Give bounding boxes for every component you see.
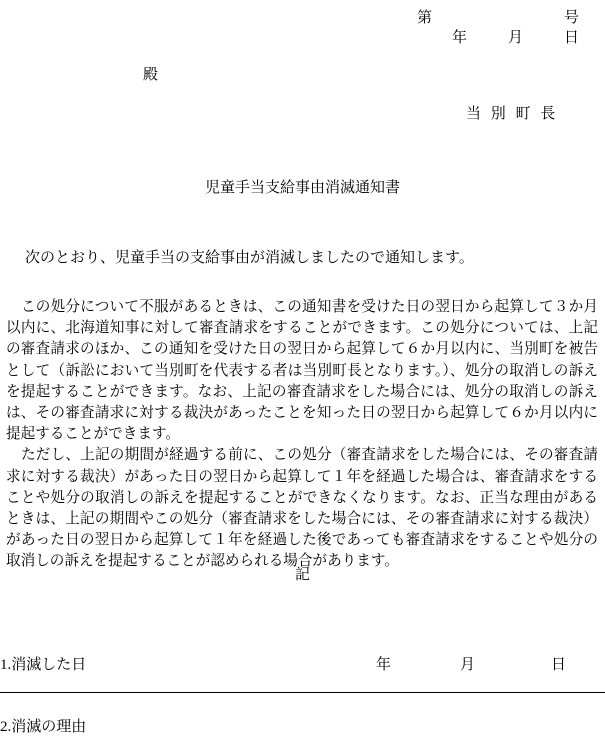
body-paragraph-2: ただし、上記の期間が経過する前に、この処分（審査請求をした場合には、その審査請求に対する裁決）があった日の翌日から起算して１年を経過した場合は、審査請求をすることや処分の取消しの訴えを提起することができなくなります。なお、正当な理由があるときは、上記の期間やこの処分（審査請求をした場合には、その審査請求に対する裁決）があった日の翌日から起算して１年を経過した後であっても審査請求をすることや処分の取消しの訴えを提起することが認められる場合があります。 — [6, 447, 598, 570]
date-day-label: 日 — [564, 30, 580, 46]
date-year-label: 年 — [452, 30, 468, 46]
entry-year-label: 年 — [376, 657, 392, 673]
entry-day-label: 日 — [551, 657, 567, 673]
document-number-row — [0, 6, 605, 26]
entry-label-extinction-date: 1.消滅した日 — [0, 657, 87, 673]
issuer-name: 当 別 町 長 — [466, 106, 559, 122]
page-title: 児童手当支給事由消滅通知書 — [204, 180, 400, 196]
lead-paragraph: 次のとおり、児童手当の支給事由が消滅しましたので通知します。 — [25, 250, 474, 266]
divider-line — [0, 692, 605, 693]
document-number-prefix: 第 — [417, 10, 433, 26]
addressee-honorific: 殿 — [143, 67, 159, 83]
entry-month-label: 月 — [460, 657, 476, 673]
date-month-label: 月 — [508, 30, 524, 46]
ki-mark: 記 — [294, 567, 310, 583]
document-date-row — [0, 26, 605, 46]
document-number-suffix: 号 — [564, 10, 580, 26]
body-paragraph-1: この処分について不服があるときは、この通知書を受けた日の翌日から起算して３か月以内に、北海道知事に対して審査請求をすることができます。この処分については、上記の審査請求のほか、この通知を受けた日の翌日から起算して６か月以内に、当別町を被告として（訴訟において当別町を代表する者は当別町長となります。）、処分の取消しの訴えを提起することができます。なお、上記の審査請求をした場合には、処分の取消しの訴えは、その審査請求に対する裁決があったことを知った日の翌日から起算して６か月以内に提起することができます。 — [6, 299, 598, 443]
entry-label-extinction-reason: 2.消滅の理由 — [0, 719, 87, 735]
notice-body — [6, 297, 598, 573]
